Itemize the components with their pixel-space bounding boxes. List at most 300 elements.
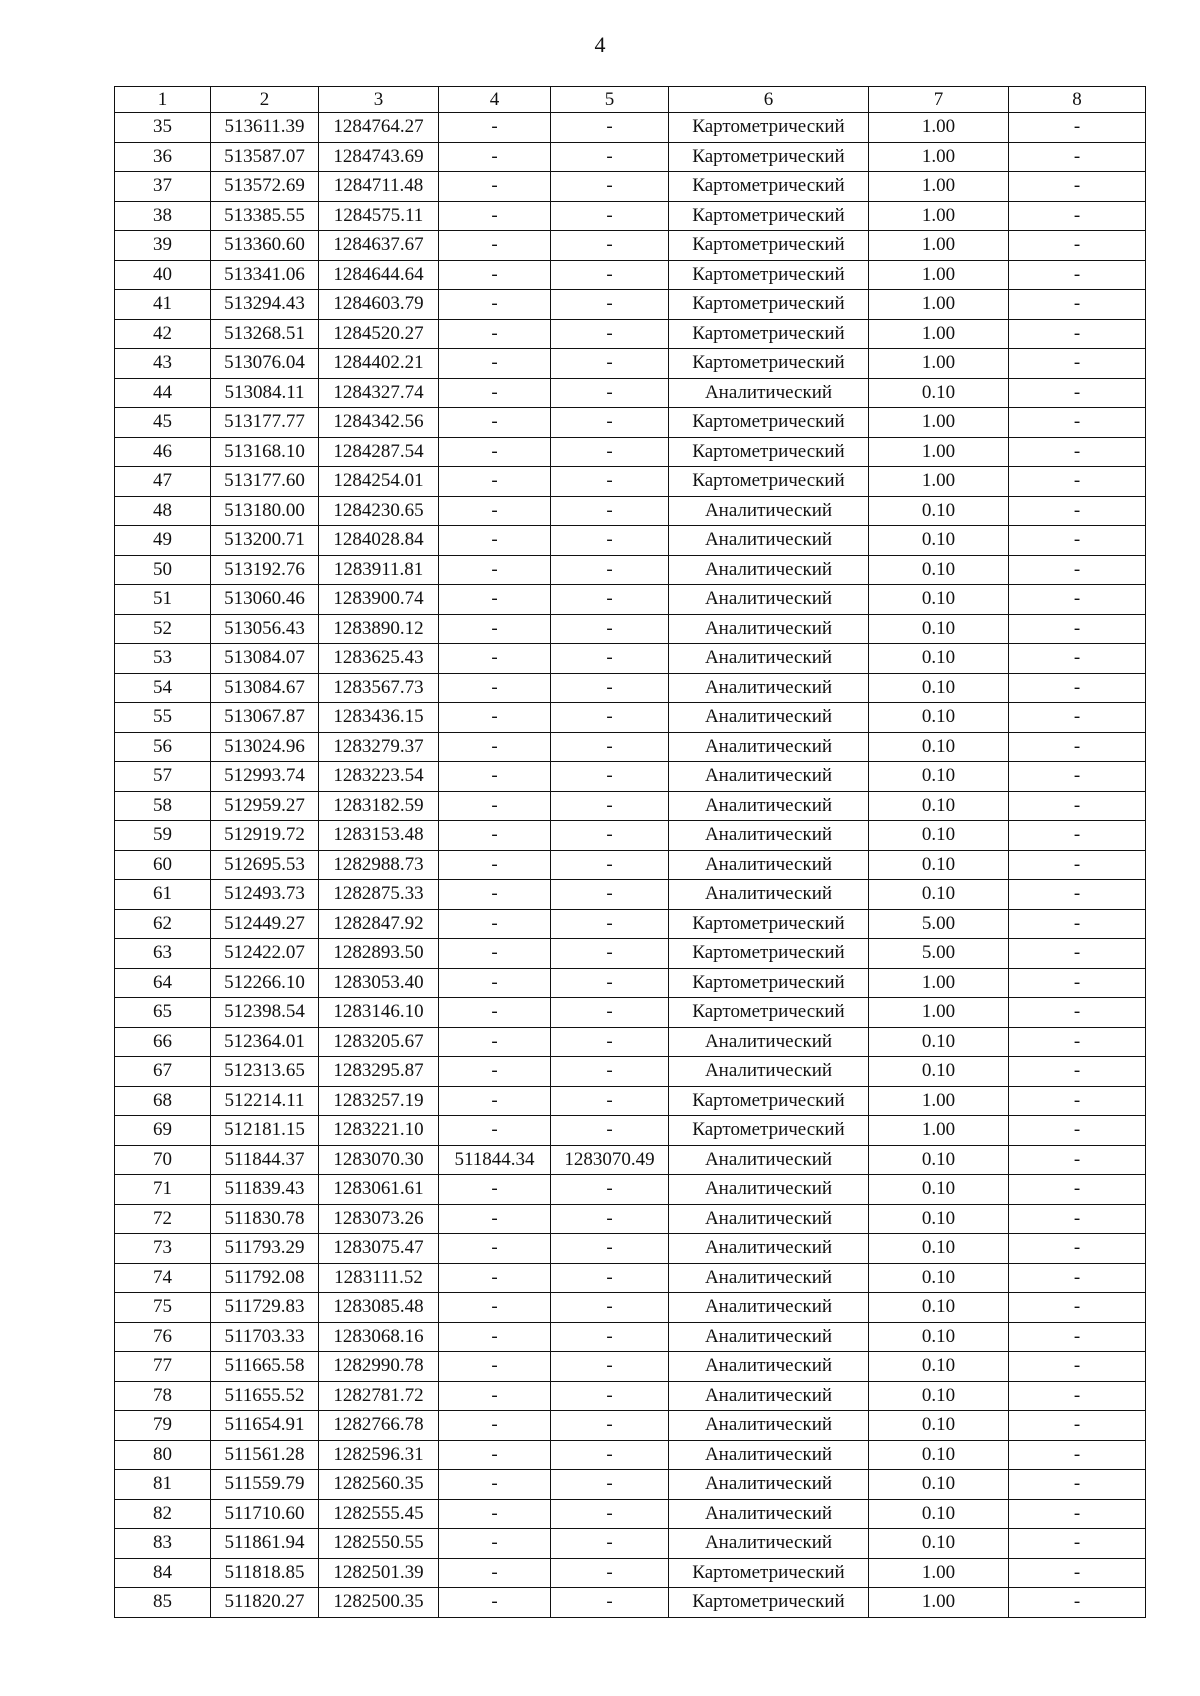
- x-coordinate-cell: 511839.43: [211, 1175, 319, 1205]
- y-coordinate-alt-cell: -: [551, 201, 669, 231]
- table-row: [115, 1293, 1146, 1323]
- accuracy-cell: 0.10: [869, 614, 1009, 644]
- table-row: [115, 378, 1146, 408]
- x-coordinate-cell: 513385.55: [211, 201, 319, 231]
- table-row: [115, 1175, 1146, 1205]
- point-number-cell: 42: [115, 319, 211, 349]
- y-coordinate-cell: 1284637.67: [319, 231, 439, 261]
- method-cell: Картометрический: [669, 909, 869, 939]
- y-coordinate-cell: 1283295.87: [319, 1057, 439, 1087]
- table-row: [115, 1234, 1146, 1264]
- point-number-cell: 63: [115, 939, 211, 969]
- column-header: 6: [669, 87, 869, 113]
- x-coordinate-cell: 512398.54: [211, 998, 319, 1028]
- y-coordinate-cell: 1282596.31: [319, 1440, 439, 1470]
- x-coordinate-alt-cell: -: [439, 319, 551, 349]
- accuracy-cell: 0.10: [869, 1175, 1009, 1205]
- y-coordinate-cell: 1284230.65: [319, 496, 439, 526]
- description-cell: -: [1009, 496, 1146, 526]
- x-coordinate-cell: 513294.43: [211, 290, 319, 320]
- point-number-cell: 55: [115, 703, 211, 733]
- point-number-cell: 36: [115, 142, 211, 172]
- point-number-cell: 72: [115, 1204, 211, 1234]
- accuracy-cell: 0.10: [869, 378, 1009, 408]
- point-number-cell: 66: [115, 1027, 211, 1057]
- column-header: 7: [869, 87, 1009, 113]
- point-number-cell: 44: [115, 378, 211, 408]
- x-coordinate-alt-cell: -: [439, 732, 551, 762]
- x-coordinate-alt-cell: -: [439, 1293, 551, 1323]
- description-cell: -: [1009, 585, 1146, 615]
- y-coordinate-alt-cell: -: [551, 1411, 669, 1441]
- table-row: [115, 850, 1146, 880]
- y-coordinate-alt-cell: -: [551, 1027, 669, 1057]
- y-coordinate-cell: 1284402.21: [319, 349, 439, 379]
- table-row: [115, 231, 1146, 261]
- y-coordinate-cell: 1283068.16: [319, 1322, 439, 1352]
- accuracy-cell: 5.00: [869, 909, 1009, 939]
- point-number-cell: 79: [115, 1411, 211, 1441]
- y-coordinate-alt-cell: -: [551, 791, 669, 821]
- x-coordinate-cell: 512364.01: [211, 1027, 319, 1057]
- point-number-cell: 39: [115, 231, 211, 261]
- description-cell: -: [1009, 467, 1146, 497]
- accuracy-cell: 0.10: [869, 1057, 1009, 1087]
- description-cell: -: [1009, 319, 1146, 349]
- y-coordinate-cell: 1283073.26: [319, 1204, 439, 1234]
- accuracy-cell: 1.00: [869, 142, 1009, 172]
- x-coordinate-alt-cell: -: [439, 1440, 551, 1470]
- point-number-cell: 64: [115, 968, 211, 998]
- y-coordinate-alt-cell: -: [551, 673, 669, 703]
- description-cell: -: [1009, 349, 1146, 379]
- table-row: [115, 1057, 1146, 1087]
- table-row: [115, 732, 1146, 762]
- y-coordinate-cell: 1282847.92: [319, 909, 439, 939]
- x-coordinate-cell: 511559.79: [211, 1470, 319, 1500]
- accuracy-cell: 1.00: [869, 113, 1009, 143]
- method-cell: Картометрический: [669, 231, 869, 261]
- x-coordinate-alt-cell: -: [439, 1529, 551, 1559]
- y-coordinate-alt-cell: -: [551, 614, 669, 644]
- x-coordinate-alt-cell: -: [439, 998, 551, 1028]
- x-coordinate-alt-cell: -: [439, 349, 551, 379]
- table-row: [115, 791, 1146, 821]
- method-cell: Картометрический: [669, 1116, 869, 1146]
- accuracy-cell: 0.10: [869, 673, 1009, 703]
- point-number-cell: 51: [115, 585, 211, 615]
- accuracy-cell: 0.10: [869, 1293, 1009, 1323]
- x-coordinate-alt-cell: -: [439, 1027, 551, 1057]
- x-coordinate-alt-cell: -: [439, 585, 551, 615]
- y-coordinate-cell: 1283111.52: [319, 1263, 439, 1293]
- accuracy-cell: 1.00: [869, 231, 1009, 261]
- x-coordinate-alt-cell: -: [439, 1381, 551, 1411]
- method-cell: Аналитический: [669, 555, 869, 585]
- x-coordinate-alt-cell: -: [439, 378, 551, 408]
- accuracy-cell: 0.10: [869, 1411, 1009, 1441]
- accuracy-cell: 0.10: [869, 1352, 1009, 1382]
- point-number-cell: 35: [115, 113, 211, 143]
- method-cell: Картометрический: [669, 1558, 869, 1588]
- description-cell: -: [1009, 1588, 1146, 1618]
- y-coordinate-alt-cell: -: [551, 1352, 669, 1382]
- description-cell: -: [1009, 113, 1146, 143]
- table-row: [115, 526, 1146, 556]
- table-row: [115, 437, 1146, 467]
- y-coordinate-cell: 1283075.47: [319, 1234, 439, 1264]
- accuracy-cell: 1.00: [869, 1086, 1009, 1116]
- y-coordinate-alt-cell: -: [551, 939, 669, 969]
- description-cell: -: [1009, 1175, 1146, 1205]
- x-coordinate-cell: 513177.77: [211, 408, 319, 438]
- point-number-cell: 45: [115, 408, 211, 438]
- y-coordinate-cell: 1283900.74: [319, 585, 439, 615]
- description-cell: -: [1009, 673, 1146, 703]
- x-coordinate-alt-cell: 511844.34: [439, 1145, 551, 1175]
- x-coordinate-alt-cell: -: [439, 1499, 551, 1529]
- x-coordinate-alt-cell: -: [439, 1470, 551, 1500]
- point-number-cell: 40: [115, 260, 211, 290]
- method-cell: Аналитический: [669, 1057, 869, 1087]
- method-cell: Аналитический: [669, 1352, 869, 1382]
- y-coordinate-alt-cell: 1283070.49: [551, 1145, 669, 1175]
- description-cell: -: [1009, 762, 1146, 792]
- x-coordinate-cell: 511561.28: [211, 1440, 319, 1470]
- y-coordinate-cell: 1282560.35: [319, 1470, 439, 1500]
- y-coordinate-alt-cell: -: [551, 1293, 669, 1323]
- y-coordinate-alt-cell: -: [551, 998, 669, 1028]
- accuracy-cell: 1.00: [869, 1116, 1009, 1146]
- point-number-cell: 59: [115, 821, 211, 851]
- x-coordinate-cell: 511703.33: [211, 1322, 319, 1352]
- x-coordinate-alt-cell: -: [439, 968, 551, 998]
- x-coordinate-alt-cell: -: [439, 1588, 551, 1618]
- point-number-cell: 70: [115, 1145, 211, 1175]
- description-cell: -: [1009, 703, 1146, 733]
- method-cell: Аналитический: [669, 1175, 869, 1205]
- accuracy-cell: 1.00: [869, 201, 1009, 231]
- y-coordinate-alt-cell: -: [551, 1499, 669, 1529]
- accuracy-cell: 1.00: [869, 349, 1009, 379]
- table-row: [115, 1204, 1146, 1234]
- y-coordinate-cell: 1282555.45: [319, 1499, 439, 1529]
- x-coordinate-cell: 512493.73: [211, 880, 319, 910]
- table-row: [115, 319, 1146, 349]
- table-row: [115, 290, 1146, 320]
- accuracy-cell: 0.10: [869, 1027, 1009, 1057]
- point-number-cell: 75: [115, 1293, 211, 1323]
- x-coordinate-alt-cell: -: [439, 408, 551, 438]
- x-coordinate-cell: 512449.27: [211, 909, 319, 939]
- x-coordinate-cell: 513177.60: [211, 467, 319, 497]
- accuracy-cell: 1.00: [869, 437, 1009, 467]
- table-row: [115, 644, 1146, 674]
- accuracy-cell: 0.10: [869, 1499, 1009, 1529]
- point-number-cell: 81: [115, 1470, 211, 1500]
- column-header: 2: [211, 87, 319, 113]
- method-cell: Картометрический: [669, 349, 869, 379]
- x-coordinate-alt-cell: -: [439, 1263, 551, 1293]
- y-coordinate-cell: 1284575.11: [319, 201, 439, 231]
- method-cell: Аналитический: [669, 1322, 869, 1352]
- description-cell: -: [1009, 732, 1146, 762]
- description-cell: -: [1009, 644, 1146, 674]
- accuracy-cell: 0.10: [869, 821, 1009, 851]
- x-coordinate-alt-cell: -: [439, 1352, 551, 1382]
- y-coordinate-cell: 1283436.15: [319, 703, 439, 733]
- x-coordinate-cell: 512214.11: [211, 1086, 319, 1116]
- table-row: [115, 1116, 1146, 1146]
- y-coordinate-alt-cell: -: [551, 1381, 669, 1411]
- y-coordinate-cell: 1283205.67: [319, 1027, 439, 1057]
- accuracy-cell: 1.00: [869, 319, 1009, 349]
- table-row: [115, 496, 1146, 526]
- accuracy-cell: 1.00: [869, 467, 1009, 497]
- point-number-cell: 46: [115, 437, 211, 467]
- accuracy-cell: 0.10: [869, 1145, 1009, 1175]
- y-coordinate-cell: 1283567.73: [319, 673, 439, 703]
- x-coordinate-alt-cell: -: [439, 290, 551, 320]
- method-cell: Картометрический: [669, 290, 869, 320]
- table-row: [115, 880, 1146, 910]
- point-number-cell: 69: [115, 1116, 211, 1146]
- y-coordinate-cell: 1283890.12: [319, 614, 439, 644]
- x-coordinate-cell: 512266.10: [211, 968, 319, 998]
- table-row: [115, 1322, 1146, 1352]
- y-coordinate-alt-cell: -: [551, 172, 669, 202]
- method-cell: Аналитический: [669, 496, 869, 526]
- method-cell: Аналитический: [669, 585, 869, 615]
- x-coordinate-cell: 512313.65: [211, 1057, 319, 1087]
- accuracy-cell: 0.10: [869, 791, 1009, 821]
- method-cell: Аналитический: [669, 1263, 869, 1293]
- y-coordinate-alt-cell: -: [551, 496, 669, 526]
- table-row: [115, 172, 1146, 202]
- method-cell: Аналитический: [669, 644, 869, 674]
- y-coordinate-alt-cell: -: [551, 880, 669, 910]
- method-cell: Картометрический: [669, 968, 869, 998]
- table-row: [115, 1263, 1146, 1293]
- point-number-cell: 84: [115, 1558, 211, 1588]
- accuracy-cell: 1.00: [869, 408, 1009, 438]
- description-cell: -: [1009, 1263, 1146, 1293]
- x-coordinate-alt-cell: -: [439, 1175, 551, 1205]
- table-row: [115, 614, 1146, 644]
- x-coordinate-cell: 512422.07: [211, 939, 319, 969]
- x-coordinate-cell: 512993.74: [211, 762, 319, 792]
- method-cell: Картометрический: [669, 1588, 869, 1618]
- page-number: 4: [594, 32, 606, 57]
- x-coordinate-cell: 513076.04: [211, 349, 319, 379]
- description-cell: -: [1009, 142, 1146, 172]
- x-coordinate-alt-cell: -: [439, 821, 551, 851]
- x-coordinate-alt-cell: -: [439, 1086, 551, 1116]
- description-cell: -: [1009, 880, 1146, 910]
- accuracy-cell: 0.10: [869, 644, 1009, 674]
- x-coordinate-cell: 511665.58: [211, 1352, 319, 1382]
- y-coordinate-alt-cell: -: [551, 1116, 669, 1146]
- y-coordinate-cell: 1283911.81: [319, 555, 439, 585]
- method-cell: Картометрический: [669, 319, 869, 349]
- x-coordinate-cell: 511729.83: [211, 1293, 319, 1323]
- description-cell: -: [1009, 1234, 1146, 1264]
- description-cell: -: [1009, 1381, 1146, 1411]
- x-coordinate-cell: 512695.53: [211, 850, 319, 880]
- point-number-cell: 56: [115, 732, 211, 762]
- accuracy-cell: 0.10: [869, 1529, 1009, 1559]
- description-cell: -: [1009, 1086, 1146, 1116]
- y-coordinate-cell: 1284327.74: [319, 378, 439, 408]
- y-coordinate-cell: 1284520.27: [319, 319, 439, 349]
- x-coordinate-cell: 511844.37: [211, 1145, 319, 1175]
- x-coordinate-alt-cell: -: [439, 1204, 551, 1234]
- y-coordinate-cell: 1284644.64: [319, 260, 439, 290]
- x-coordinate-cell: 513587.07: [211, 142, 319, 172]
- description-cell: -: [1009, 1145, 1146, 1175]
- y-coordinate-alt-cell: -: [551, 526, 669, 556]
- x-coordinate-cell: 513060.46: [211, 585, 319, 615]
- method-cell: Аналитический: [669, 821, 869, 851]
- table-row: [115, 1145, 1146, 1175]
- table-row: [115, 555, 1146, 585]
- table-row: [115, 1381, 1146, 1411]
- accuracy-cell: 0.10: [869, 703, 1009, 733]
- y-coordinate-cell: 1283279.37: [319, 732, 439, 762]
- x-coordinate-alt-cell: -: [439, 437, 551, 467]
- accuracy-cell: 0.10: [869, 762, 1009, 792]
- y-coordinate-alt-cell: -: [551, 1086, 669, 1116]
- accuracy-cell: 0.10: [869, 1440, 1009, 1470]
- x-coordinate-alt-cell: -: [439, 231, 551, 261]
- accuracy-cell: 0.10: [869, 1234, 1009, 1264]
- column-header: 8: [1009, 87, 1146, 113]
- y-coordinate-alt-cell: -: [551, 762, 669, 792]
- point-number-cell: 74: [115, 1263, 211, 1293]
- method-cell: Аналитический: [669, 673, 869, 703]
- method-cell: Аналитический: [669, 1145, 869, 1175]
- method-cell: Картометрический: [669, 998, 869, 1028]
- description-cell: -: [1009, 408, 1146, 438]
- description-cell: -: [1009, 1470, 1146, 1500]
- description-cell: -: [1009, 1440, 1146, 1470]
- description-cell: -: [1009, 1352, 1146, 1382]
- table-row: [115, 1411, 1146, 1441]
- method-cell: Аналитический: [669, 1470, 869, 1500]
- accuracy-cell: 0.10: [869, 496, 1009, 526]
- accuracy-cell: 0.10: [869, 555, 1009, 585]
- y-coordinate-cell: 1283221.10: [319, 1116, 439, 1146]
- table-row: [115, 260, 1146, 290]
- description-cell: -: [1009, 526, 1146, 556]
- x-coordinate-cell: 513084.67: [211, 673, 319, 703]
- x-coordinate-alt-cell: -: [439, 939, 551, 969]
- table-row: [115, 1086, 1146, 1116]
- accuracy-cell: 1.00: [869, 290, 1009, 320]
- description-cell: -: [1009, 1499, 1146, 1529]
- x-coordinate-alt-cell: -: [439, 142, 551, 172]
- description-cell: -: [1009, 850, 1146, 880]
- x-coordinate-alt-cell: -: [439, 1322, 551, 1352]
- accuracy-cell: 0.10: [869, 732, 1009, 762]
- description-cell: -: [1009, 1293, 1146, 1323]
- y-coordinate-alt-cell: -: [551, 1558, 669, 1588]
- x-coordinate-cell: 513168.10: [211, 437, 319, 467]
- y-coordinate-alt-cell: -: [551, 467, 669, 497]
- accuracy-cell: 0.10: [869, 526, 1009, 556]
- description-cell: -: [1009, 1057, 1146, 1087]
- y-coordinate-cell: 1282501.39: [319, 1558, 439, 1588]
- y-coordinate-alt-cell: -: [551, 113, 669, 143]
- method-cell: Аналитический: [669, 1381, 869, 1411]
- point-number-cell: 54: [115, 673, 211, 703]
- y-coordinate-alt-cell: -: [551, 821, 669, 851]
- description-cell: -: [1009, 909, 1146, 939]
- accuracy-cell: 0.10: [869, 1381, 1009, 1411]
- method-cell: Аналитический: [669, 880, 869, 910]
- y-coordinate-cell: 1284743.69: [319, 142, 439, 172]
- y-coordinate-alt-cell: -: [551, 909, 669, 939]
- column-header: 3: [319, 87, 439, 113]
- y-coordinate-alt-cell: -: [551, 231, 669, 261]
- y-coordinate-alt-cell: -: [551, 1175, 669, 1205]
- x-coordinate-cell: 513341.06: [211, 260, 319, 290]
- point-number-cell: 67: [115, 1057, 211, 1087]
- table-row: [115, 1440, 1146, 1470]
- y-coordinate-alt-cell: -: [551, 437, 669, 467]
- point-number-cell: 80: [115, 1440, 211, 1470]
- column-header: 4: [439, 87, 551, 113]
- method-cell: Картометрический: [669, 1086, 869, 1116]
- accuracy-cell: 5.00: [869, 939, 1009, 969]
- y-coordinate-alt-cell: -: [551, 1529, 669, 1559]
- y-coordinate-cell: 1282990.78: [319, 1352, 439, 1382]
- point-number-cell: 47: [115, 467, 211, 497]
- y-coordinate-cell: 1282500.35: [319, 1588, 439, 1618]
- method-cell: Аналитический: [669, 526, 869, 556]
- x-coordinate-cell: 511818.85: [211, 1558, 319, 1588]
- method-cell: Картометрический: [669, 437, 869, 467]
- point-number-cell: 61: [115, 880, 211, 910]
- point-number-cell: 82: [115, 1499, 211, 1529]
- description-cell: -: [1009, 791, 1146, 821]
- method-cell: Картометрический: [669, 467, 869, 497]
- x-coordinate-alt-cell: -: [439, 762, 551, 792]
- table-header-row: [115, 87, 1146, 113]
- y-coordinate-alt-cell: -: [551, 378, 669, 408]
- x-coordinate-cell: 511792.08: [211, 1263, 319, 1293]
- y-coordinate-cell: 1284603.79: [319, 290, 439, 320]
- table-row: [115, 821, 1146, 851]
- x-coordinate-cell: 513200.71: [211, 526, 319, 556]
- method-cell: Аналитический: [669, 732, 869, 762]
- y-coordinate-cell: 1283223.54: [319, 762, 439, 792]
- method-cell: Аналитический: [669, 1234, 869, 1264]
- point-number-cell: 60: [115, 850, 211, 880]
- table-row: [115, 939, 1146, 969]
- x-coordinate-cell: 513268.51: [211, 319, 319, 349]
- table-row: [115, 1027, 1146, 1057]
- x-coordinate-cell: 512959.27: [211, 791, 319, 821]
- x-coordinate-alt-cell: -: [439, 113, 551, 143]
- point-number-cell: 68: [115, 1086, 211, 1116]
- coordinates-table: [114, 86, 1146, 1618]
- point-number-cell: 38: [115, 201, 211, 231]
- y-coordinate-cell: 1282893.50: [319, 939, 439, 969]
- method-cell: Аналитический: [669, 378, 869, 408]
- y-coordinate-alt-cell: -: [551, 1057, 669, 1087]
- point-number-cell: 53: [115, 644, 211, 674]
